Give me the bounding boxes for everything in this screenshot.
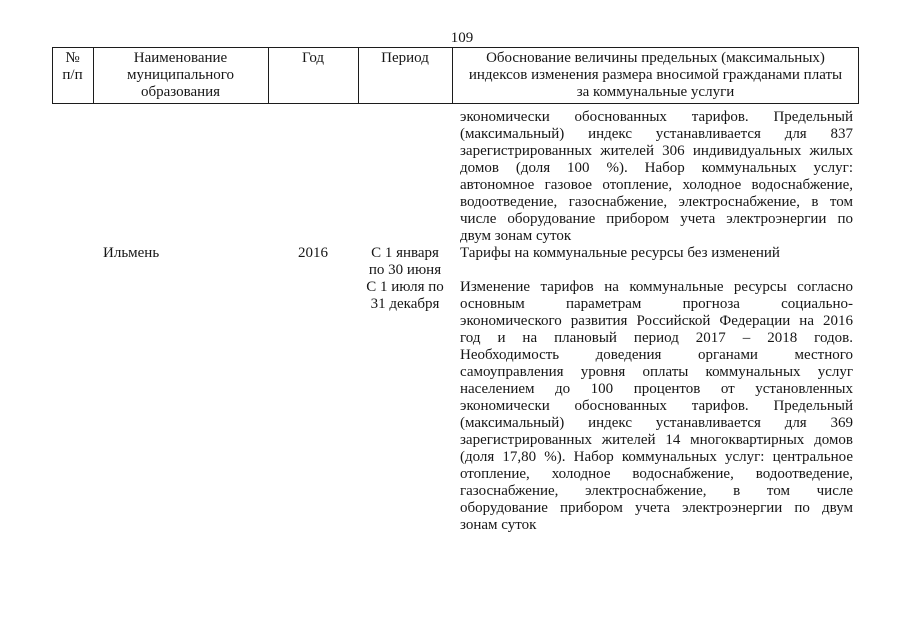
text-line: самоуправления уровня оплаты коммунальных услуг bbox=[460, 364, 853, 380]
text-line: оборудование прибором учета электроэнергии по двум bbox=[460, 500, 853, 516]
header-number-line: п/п bbox=[62, 67, 83, 83]
header-number-column bbox=[52, 50, 93, 84]
text-line: Тарифы на коммунальные ресурсы без изменений bbox=[460, 245, 780, 261]
period-second-half bbox=[358, 279, 452, 313]
text-line: (максимальный) индекс устанавливается для 837 bbox=[460, 126, 853, 142]
period-first-half bbox=[358, 245, 452, 279]
text-line: экономически обоснованных тарифов. Предельный bbox=[460, 109, 853, 125]
header-period-column bbox=[358, 50, 452, 67]
text-line: Изменение тарифов на коммунальные ресурсы согласно bbox=[460, 279, 853, 295]
continued-justification-text bbox=[460, 109, 853, 245]
text-line: (максимальный) индекс устанавливается для 369 bbox=[460, 415, 853, 431]
justification-second-half bbox=[460, 279, 853, 534]
text-line: водоотведение, газоснабжение, электроснабжение, в том bbox=[460, 194, 853, 210]
period-line: по 30 июня bbox=[368, 262, 442, 278]
header-justification-line: за коммунальные услуги bbox=[576, 84, 735, 100]
header-justification-line: индексов изменения размера вносимой гражданами платы bbox=[468, 67, 843, 83]
header-municipality-line: Наименование bbox=[133, 50, 228, 66]
text-line: экономического развития Российской Федерации на 2016 bbox=[460, 313, 853, 329]
text-line: год и на плановый период 2017 – 2018 годов. bbox=[460, 330, 853, 346]
header-year-line: Год bbox=[301, 50, 325, 66]
period-line: 31 декабря bbox=[370, 296, 440, 312]
header-justification-line: Обоснование величины предельных (максимальных) bbox=[486, 50, 825, 66]
header-municipality-column bbox=[93, 50, 268, 101]
text-line: зарегистрированных жителей 306 индивидуальных жилых bbox=[460, 143, 853, 159]
header-period-line: Период bbox=[381, 50, 429, 66]
text-line: экономически обоснованных тарифов. Предельный bbox=[460, 398, 853, 414]
period-line: С 1 января bbox=[371, 245, 439, 261]
header-municipality-line: образования bbox=[140, 84, 221, 100]
text-line: двум зонам суток bbox=[460, 228, 572, 244]
text-line: газоснабжение, электроснабжение, в том числе bbox=[460, 483, 853, 499]
header-municipality-line: муниципального bbox=[126, 67, 235, 83]
text-line: зарегистрированных жителей 14 многоквартирных домов bbox=[460, 432, 853, 448]
text-line: (доля 17,80 %). Набор коммунальных услуг: центральное bbox=[460, 449, 853, 465]
text-line: основным параметрам прогноза социально- bbox=[460, 296, 853, 312]
text-line: отопление, холодное водоснабжение, водоотведение, bbox=[460, 466, 853, 482]
text-line: зонам суток bbox=[460, 517, 537, 533]
header-number-line: № bbox=[65, 50, 80, 66]
justification-first-half bbox=[460, 245, 853, 262]
text-line: Необходимость доведения органами местного bbox=[460, 347, 853, 363]
header-year-column bbox=[268, 50, 358, 67]
text-line: населением до 100 процентов от установленных bbox=[460, 381, 853, 397]
municipality-name: Ильмень bbox=[103, 245, 160, 261]
page-number: 109 bbox=[450, 30, 474, 46]
year-value: 2016 bbox=[298, 245, 328, 261]
text-line: числе оборудование прибором учета электроэнергии по bbox=[460, 211, 853, 227]
header-justification-column bbox=[452, 50, 859, 101]
text-line: автономное газовое отопление, холодное водоснабжение, bbox=[460, 177, 853, 193]
text-line: домов (доля 100 %). Набор коммунальных услуг: bbox=[460, 160, 853, 176]
period-line: С 1 июля по bbox=[366, 279, 444, 295]
